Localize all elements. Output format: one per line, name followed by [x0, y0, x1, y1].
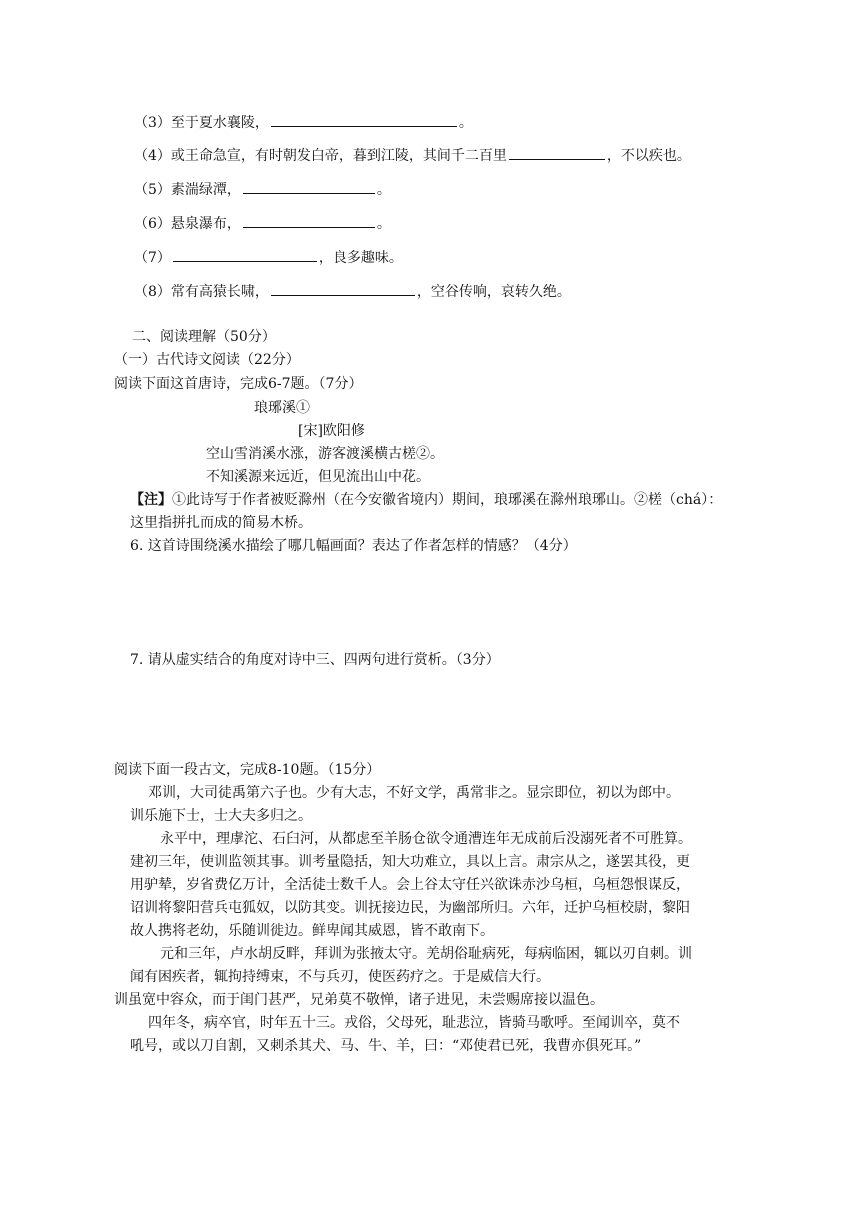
- item-text-after: ，空谷传响，哀转久绝。: [416, 284, 571, 300]
- answer-blank[interactable]: [243, 179, 375, 194]
- item-number: （6）: [134, 216, 171, 232]
- item-number: （8）: [134, 284, 171, 300]
- item-number: （3）: [134, 115, 171, 131]
- fill-blank-4: [134, 145, 691, 166]
- prose-instruction: 阅读下面一段古文，完成8-10题。（15分）: [114, 762, 381, 778]
- item-number: （7）: [134, 250, 171, 266]
- prose-line: 建初三年，使训监领其事。训考量隐括，知大功难立，具以上言。肃宗从之，遂罢其役，更: [130, 854, 690, 870]
- item-text-after: 。: [458, 115, 473, 131]
- answer-blank[interactable]: [271, 281, 415, 296]
- prose-line: 闻有困疾者，辄拘持缚束，不与兵刃，使医药疗之。于是威信大行。: [130, 969, 550, 985]
- note-label: 【注】: [130, 492, 172, 508]
- item-text: 常有高猿长啸，: [170, 284, 269, 300]
- question-6: 6. 这首诗围绕溪水描绘了哪几幅画面？表达了作者怎样的情感？（4分）: [130, 538, 577, 554]
- item-text-after: ，不以疾也。: [606, 148, 691, 164]
- answer-blank[interactable]: [271, 112, 457, 127]
- fill-blank-3: [134, 112, 473, 133]
- answer-blank[interactable]: [243, 213, 375, 228]
- poem-instruction: 阅读下面这首唐诗，完成6-7题。（7分）: [114, 376, 363, 392]
- answer-blank[interactable]: [509, 145, 605, 160]
- prose-line: 训虽宽中容众，而于闺门甚严，兄弟莫不敬惮，诸子进见，未尝赐席接以温色。: [114, 992, 604, 1008]
- prose-line: 元和三年，卢水胡反畔，拜训为张掖太守。羌胡俗耻病死，每病临困，辄以刃自刺。训: [160, 946, 692, 962]
- prose-line: 故人携将老幼，乐随训徙边。鲜卑闻其威恩，皆不敢南下。: [130, 923, 494, 939]
- item-text: 素湍绿潭，: [170, 182, 241, 198]
- subsection-heading: （一）古代诗文阅读（22分）: [114, 352, 300, 368]
- item-text: 至于夏水襄陵，: [170, 115, 269, 131]
- prose-line: 永平中，理虖沱、石臼河，从都虑至羊肠仓欲令通漕连年无成前后没溺死者不可胜算。: [160, 831, 692, 847]
- item-number: （4）: [134, 148, 171, 164]
- fill-blank-6: [134, 213, 391, 234]
- prose-line: 吼号，或以刀自割，又刺杀其犬、马、牛、羊，曰：“邓使君已死，我曹亦俱死耳。”: [130, 1038, 642, 1054]
- item-text-after: ，良多趣味。: [318, 250, 403, 266]
- note-text: ①此诗写于作者被贬滁州（在今安徽省境内）期间，琅琊溪在滁州琅琊山。②槎（chá）：: [172, 492, 723, 508]
- item-text-after: 。: [376, 216, 391, 232]
- answer-blank[interactable]: [173, 247, 317, 262]
- poem-line-2: 不知溪源来远近，但见流出山中花。: [206, 469, 430, 485]
- answer-area-7[interactable]: [130, 674, 730, 754]
- item-number: （5）: [134, 182, 171, 198]
- section-heading: 二、阅读理解（50分）: [132, 329, 276, 345]
- fill-blank-7: [134, 247, 403, 268]
- prose-line: 四年冬，病卒官，时年五十三。戎俗，父母死，耻悲泣，皆骑马歌呼。至闻训卒，莫不: [148, 1015, 680, 1031]
- prose-line: 用驴辇，岁省费亿万计，全活徒士数千人。会上谷太守任兴欲诛赤沙乌桓，乌桓怨恨谋反，: [130, 877, 690, 893]
- item-text-after: 。: [376, 182, 391, 198]
- fill-blank-8: [134, 281, 571, 302]
- poem-note-cont: 这里指拼扎而成的简易木桥。: [130, 515, 312, 531]
- item-text: 或王命急宣，有时朝发白帝，暮到江陵，其间千二百里: [170, 148, 507, 164]
- answer-area-6[interactable]: [130, 560, 730, 640]
- poem-author: [宋]欧阳修: [298, 423, 365, 439]
- prose-line: 邓训，大司徒禹第六子也。少有大志，不好文学，禹常非之。显宗即位，初以为郎中。: [148, 785, 680, 801]
- poem-title: 琅琊溪①: [254, 400, 310, 416]
- prose-line: 诏训将黎阳营兵屯狐奴，以防其变。训抚接边民，为幽部所归。六年，迁护乌桓校尉，黎阳: [130, 900, 690, 916]
- fill-blank-5: [134, 179, 391, 200]
- poem-note: [130, 490, 722, 510]
- item-text: 悬泉瀑布，: [170, 216, 241, 232]
- question-7: 7. 请从虚实结合的角度对诗中三、四两句进行赏析。（3分）: [130, 652, 500, 668]
- prose-line: 训乐施下士，士大夫多归之。: [130, 808, 312, 824]
- poem-line-1: 空山雪消溪水涨，游客渡溪横古槎②。: [206, 446, 444, 462]
